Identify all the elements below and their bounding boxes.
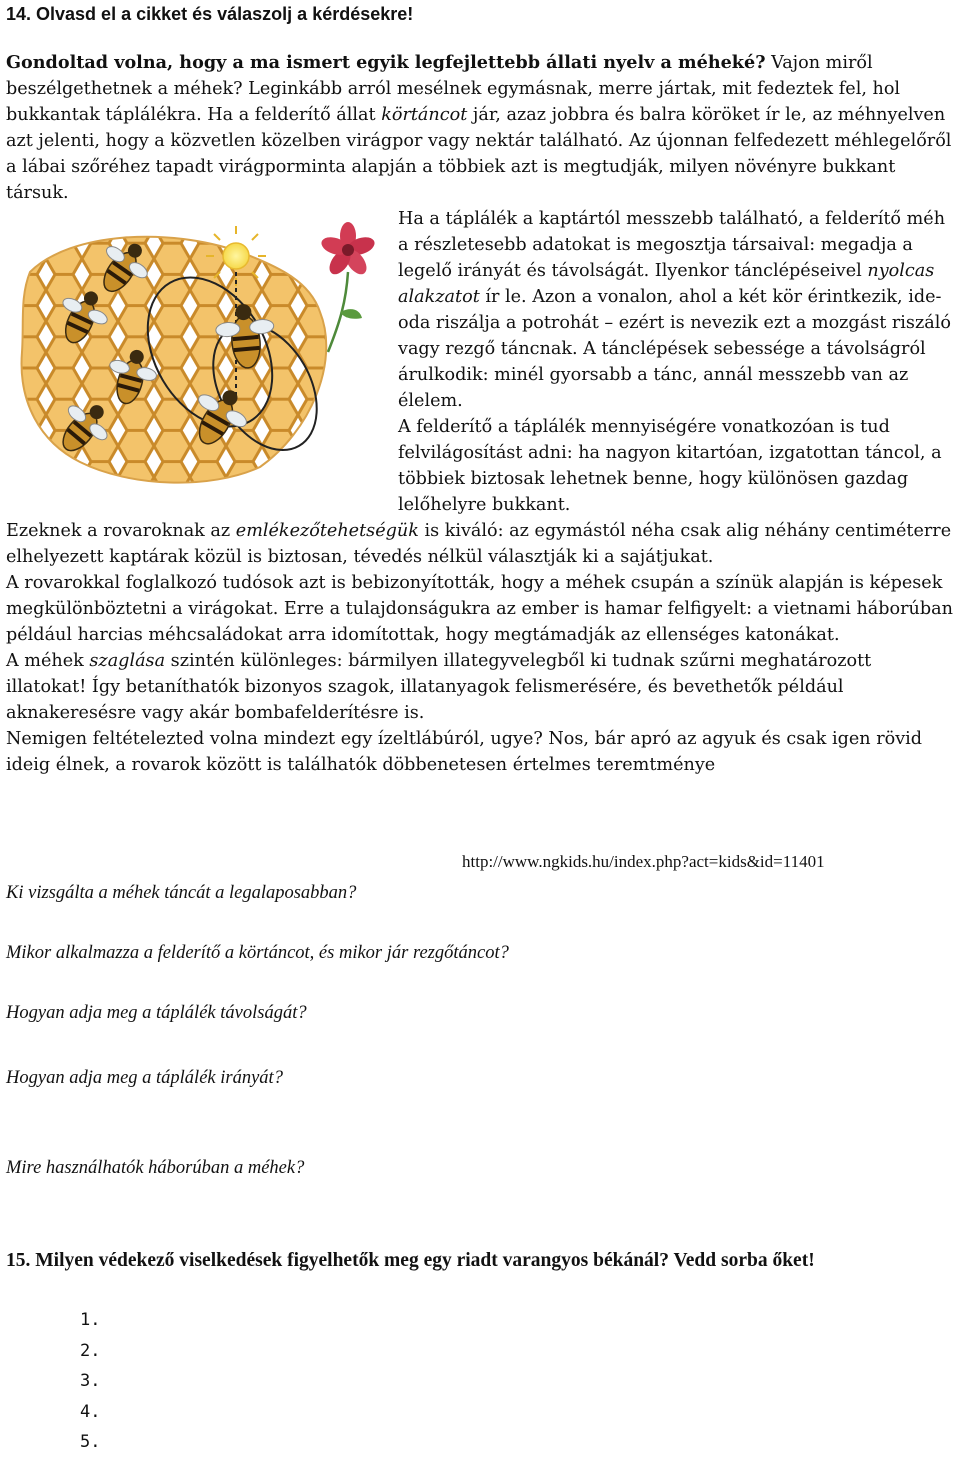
emphasis-emlekezo: emlékezőtehetségük xyxy=(235,521,419,541)
emphasis-nyolcas: nyolcas alakzatot xyxy=(398,261,935,307)
bee-dance-illustration xyxy=(10,212,386,490)
list-item: 5. xyxy=(80,1432,101,1452)
article-text-run: Ezeknek a rovaroknak az xyxy=(6,521,236,541)
list-item: 4. xyxy=(80,1401,101,1422)
question-4: Hogyan adja meg a táplálék irányát? xyxy=(6,1068,283,1088)
article-paragraph-intro xyxy=(6,50,956,206)
article-text-run: ír le. Azon a vonalon, ahol a két kör érintkezik, ide-oda riszálja a potrohát – ezért is nevezik ezt a mozgást riszáló vagy rezgő táncnak. A tánclépések sebessége a távolságról árulkodik: minél gyorsabb a tánc, annál messzebb van az élelem. xyxy=(398,287,951,411)
honeycomb-bees-image xyxy=(10,212,386,490)
article-text-run: jár, azaz jobbra és balra köröket ír le, az méhnyelven azt jelenti, hogy a közvetlen közelben virágpor vagy nektár található. Az újonnan felfedezett méhlegelőről a lábai szőréhez tapadt virágporminta alapján a többiek azt is megtudják, milyen növényre bukkant társuk. xyxy=(6,105,952,203)
article-paragraph-mennyiseg: A felderítő a táplálék mennyiségére vonatkozóan is tud felvilágosítást adni: ha nagyon kitartóan, izgatottan táncol, a többiek biztosak lehetnek benne, hogy különösen gazdag lelőhelyre bukkant. xyxy=(398,417,942,515)
article-text-run: Vajon miről beszélgethetnek a méhek? Leginkább arról mesélnek egymásnak, merre jártak, mit fedeztek fel, hol bukkantak táplálékra. Ha a felderítő állat xyxy=(6,53,901,125)
question-3: Hogyan adja meg a táplálék távolságát? xyxy=(6,1003,307,1023)
answer-number-list xyxy=(80,1305,100,1458)
task-14-title: 14. Olvasd el a cikket és válaszolj a kérdésekre! xyxy=(6,4,414,24)
article-paragraph-zaro: Nemigen feltételezted volna mindezt egy ízeltlábúról, ugye? Nos, bár apró az agyuk és csak igen rövid ideig élnek, a rovarok között is találhatók döbbenetesen értelmes teremtménye xyxy=(6,729,923,775)
question-5: Mire használhatók háborúban a méhek? xyxy=(6,1158,305,1178)
article-paragraph-szaglas xyxy=(6,648,956,726)
list-item: 1. xyxy=(80,1310,101,1330)
question-1: Ki vizsgálta a méhek táncát a legalaposabban? xyxy=(6,883,357,903)
list-item: 3. xyxy=(80,1371,101,1391)
flower-icon xyxy=(319,222,377,352)
emphasis-szaglas: szaglása xyxy=(89,651,166,671)
article-paragraph-emlekezo xyxy=(6,518,956,570)
article-text-run: is kiváló: az egymástól néha csak alig néhány centiméterre elhelyezett kaptárak közül is biztosan, tévedés nélkül választják ki a sajátjukat. xyxy=(6,521,952,567)
article-text-run: A méhek xyxy=(6,651,90,671)
list-item: 2. xyxy=(80,1340,101,1361)
article-text xyxy=(6,50,956,778)
emphasis-korTanc: körtáncot xyxy=(381,105,468,125)
question-2: Mikor alkalmazza a felderítő a körtáncot, és mikor jár rezgőtáncot? xyxy=(6,943,509,963)
source-url: http://www.ngkids.hu/index.php?act=kids&id=11401 xyxy=(462,852,825,871)
article-text-run: Ha a táplálék a kaptártól messzebb található, a felderítő méh a részletesebb adatokat is megosztja társaival: megadja a legelő irányát és távolságát. Ilyenkor tánclépéseivel xyxy=(398,209,946,281)
article-text-run: szintén különleges: bármilyen illategyvelegből ki tudnak szűrni meghatározott illatokat! Így betaníthatók bizonyos szagok, illatanyagok felismerésére, és bevethetők például aknakeresésre vagy akár bombafelderítésre is. xyxy=(6,651,872,723)
article-paragraph-szinek: A rovarokkal foglalkozó tudósok azt is bebizonyították, hogy a méhek csupán a színük alapján is képesek megkülönböztetni a virágokat. Erre a tulajdonságukra az ember is hamar felfigyelt: a vietnami háborúban például harcias méhcsaládokat arra idomítottak, hogy megtámadják az ellenséges katonákat. xyxy=(6,573,953,645)
article-lead: Gondoltad volna, hogy a ma ismert egyik legfejlettebb állati nyelv a méheké? xyxy=(6,52,766,73)
task-15-title: 15. Milyen védekező viselkedések figyelhetők meg egy riadt varangyos békánál? Vedd sorba őket! xyxy=(6,1250,815,1271)
